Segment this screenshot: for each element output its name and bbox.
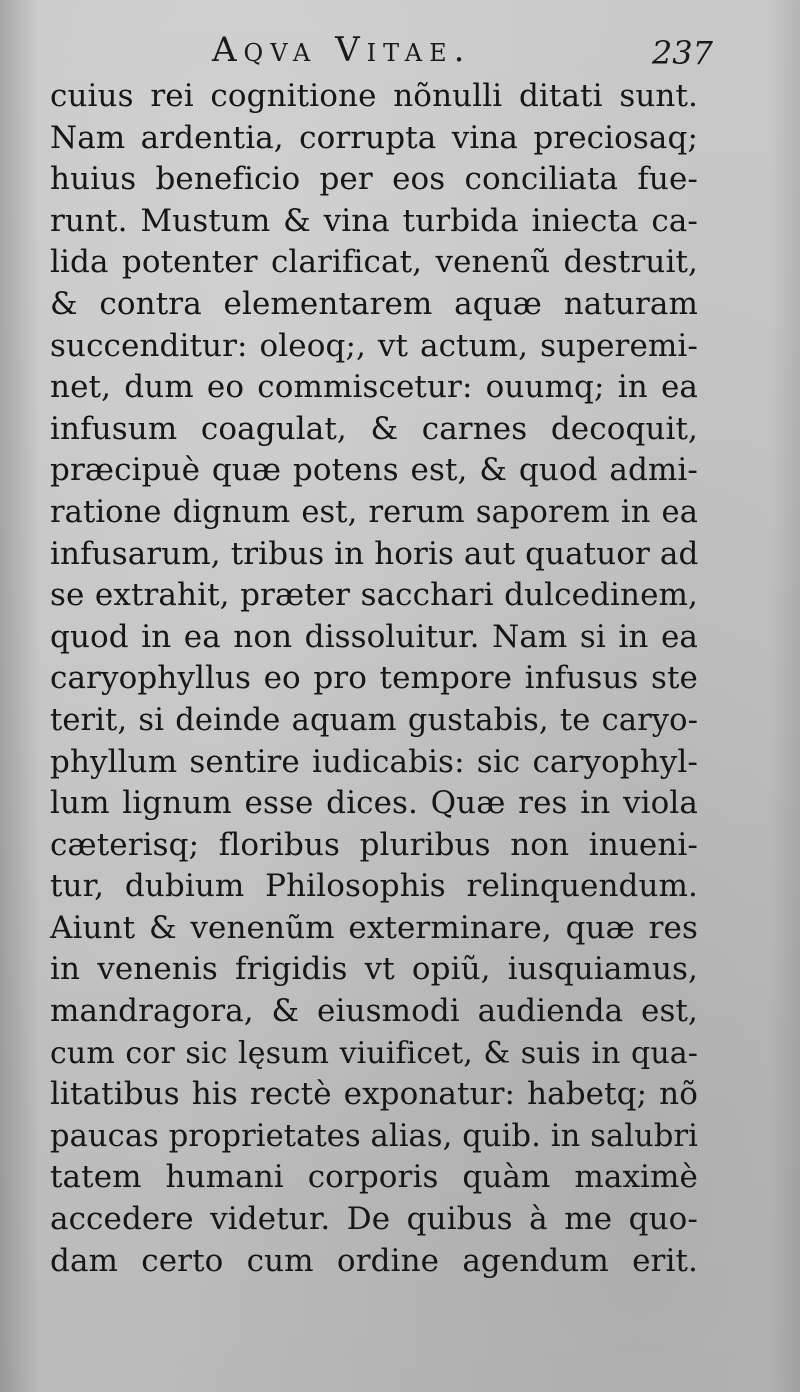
- text-line: ratione dignum est, rerum saporem in ea: [50, 494, 698, 530]
- text-line: litatibus his rectè exponatur: habetq; nõ: [50, 1076, 698, 1113]
- text-line: Nam ardentia, corrupta vina preciosaq;: [50, 119, 698, 156]
- text-line: net, dum eo commiscetur: ouumq; in ea: [50, 369, 698, 406]
- text-line: Aiunt & venenũm exterminare, quæ res: [50, 909, 698, 946]
- text-line: phyllum sentire iudicabis: sic caryophyl-: [50, 743, 698, 780]
- text-line: runt. Mustum & vina turbida iniecta ca-: [50, 202, 698, 239]
- text-line: tatem humani corporis quàm maximè: [50, 1159, 698, 1196]
- text-line: cum cor sic lęsum viuificet, & suis in qua-: [50, 1035, 698, 1071]
- text-line: infusarum, tribus in horis aut quatuor ad: [50, 535, 699, 572]
- text-line: infusum coagulat, & carnes decoquit,: [50, 410, 698, 447]
- text-line: & contra elementarem aquæ naturam: [50, 285, 698, 322]
- text-line: cæterisq; floribus pluribus non inueni-: [50, 826, 698, 863]
- text-line: paucas proprietates alias, quib. in salubri: [50, 1118, 698, 1154]
- text-line: dam certo cum ordine agendum erit.: [50, 1242, 698, 1279]
- text-line: mandragora, & eiusmodi audienda est,: [50, 993, 698, 1030]
- text-line: præcipuè quæ potens est, & quod admi-: [50, 452, 698, 489]
- text-line: accedere videtur. De quibus à me quo-: [50, 1201, 698, 1238]
- text-line: in venenis frigidis vt opiũ, iusquiamus,: [50, 951, 698, 988]
- text-line: cuius rei cognitione nõnulli ditati sunt.: [50, 78, 698, 114]
- text-line: succenditur: oleoq;, vt actum, superemi-: [50, 327, 698, 364]
- body-text: [50, 76, 698, 1282]
- text-line: caryophyllus eo pro tempore infusus ste: [50, 660, 698, 697]
- text-line: quod in ea non dissoluitur. Nam si in ea: [50, 618, 698, 655]
- page-number: 237: [651, 34, 713, 72]
- text-line: huius beneficio per eos conciliata fue-: [50, 161, 698, 198]
- text-line: lum lignum esse dices. Quæ res in viola: [50, 785, 698, 822]
- text-line: lida potenter clarificat, venenũ destruit,: [50, 244, 698, 281]
- text-line: terit, si deinde aquam gustabis, te caryo-: [50, 702, 698, 738]
- text-line: se extrahit, præter sacchari dulcedinem,: [50, 577, 698, 614]
- text-line: tur, dubium Philosophis relinquendum.: [50, 868, 698, 905]
- running-title: Aqva Vitae.: [212, 30, 472, 70]
- running-head: [50, 28, 713, 78]
